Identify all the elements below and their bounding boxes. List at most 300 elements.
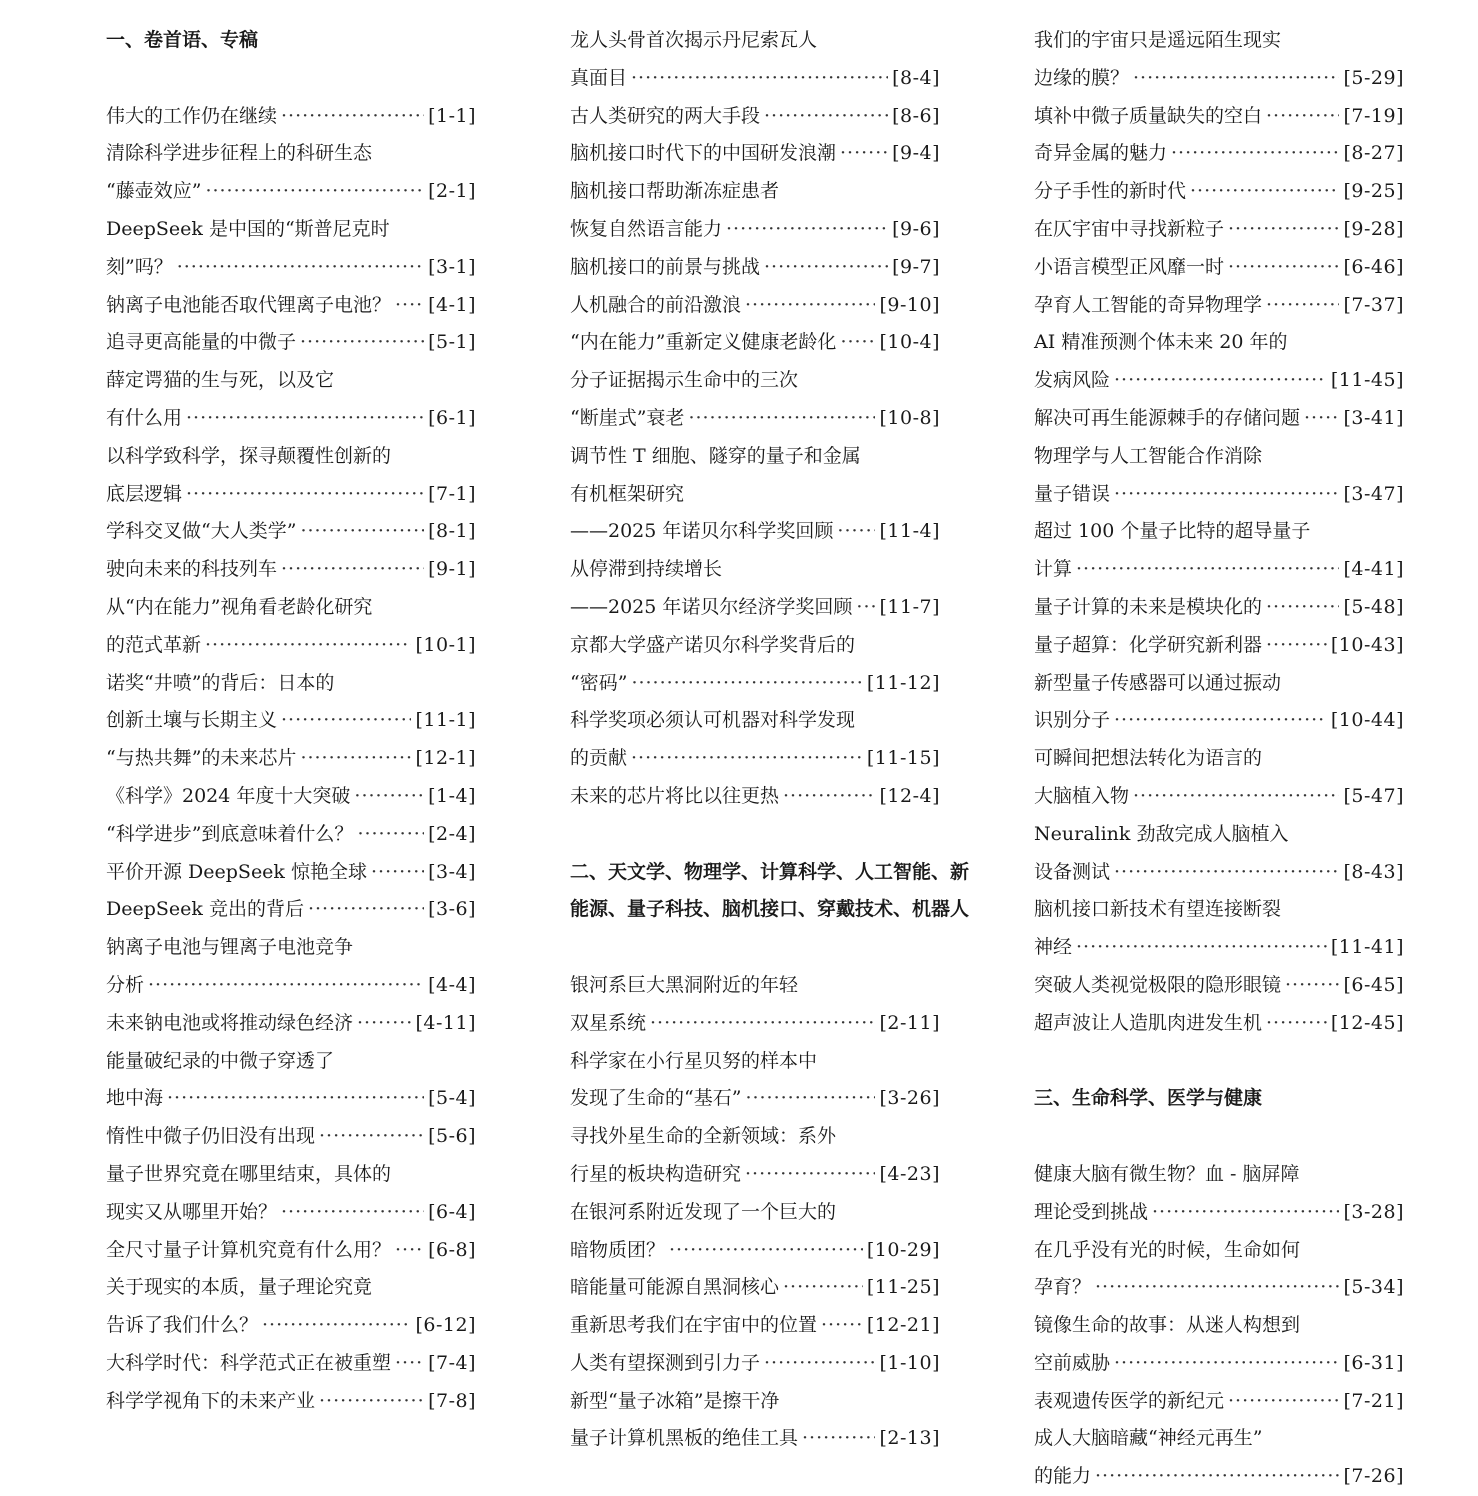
dot-leader xyxy=(1095,1458,1339,1496)
toc-entry[interactable] xyxy=(106,1232,476,1270)
toc-entry[interactable] xyxy=(106,98,476,136)
toc-entry-title: 的贡献 xyxy=(570,747,628,770)
toc-entry[interactable] xyxy=(106,627,476,665)
toc-entry-title: 行星的板块构造研究 xyxy=(570,1162,742,1185)
toc-entry-title: 大脑植入物 xyxy=(1034,784,1130,807)
spacer xyxy=(570,816,940,854)
toc-title-line: 新型量子传感器可以通过振动 xyxy=(1034,671,1282,694)
dot-leader xyxy=(281,702,411,740)
dot-leader xyxy=(357,816,424,854)
toc-title-line: 清除科学进步征程上的科研生态 xyxy=(106,142,373,165)
dot-leader xyxy=(1190,173,1339,211)
toc-title-line: 量子世界究竟在哪里结束，具体的 xyxy=(106,1162,392,1185)
toc-entry-page: [3-1] xyxy=(428,255,476,278)
toc-entry-page: [2-13] xyxy=(879,1427,940,1450)
dot-leader xyxy=(1114,476,1339,514)
toc-entry-title: 解决可再生能源棘手的存储问题 xyxy=(1034,406,1301,429)
toc-entry-title: 表观遗传医学的新纪元 xyxy=(1034,1389,1225,1412)
dot-leader xyxy=(319,1118,424,1156)
spacer xyxy=(570,929,940,967)
toc-title-line: 从“内在能力”视角看老龄化研究 xyxy=(106,595,373,618)
toc-entry[interactable] xyxy=(106,1118,476,1156)
toc-title-line: Neuralink 劲敌完成人脑植入 xyxy=(1034,822,1289,845)
dot-leader xyxy=(745,287,875,325)
toc-entry-title: 刻”吗？ xyxy=(106,255,173,278)
toc-entry-title: 未来钠电池或将推动绿色经济 xyxy=(106,1011,354,1034)
dot-leader xyxy=(1266,98,1339,136)
toc-entry-title: 分子手性的新时代 xyxy=(1034,180,1187,203)
dot-leader xyxy=(1114,362,1327,400)
section-heading: 三、生命科学、医学与健康 xyxy=(1034,1087,1263,1110)
dot-leader xyxy=(1133,778,1339,816)
toc-entry-title: 钠离子电池能否取代锂离子电池？ xyxy=(106,293,392,316)
toc-entry-title: 奇异金属的魅力 xyxy=(1034,142,1168,165)
dot-leader xyxy=(281,98,424,136)
toc-entry-title: “断崖式”衰老 xyxy=(570,406,685,429)
toc-entry-page: [12-21] xyxy=(866,1314,940,1337)
toc-entry[interactable] xyxy=(570,1005,940,1043)
toc-entry-title: 量子计算机黑板的绝佳工具 xyxy=(570,1427,799,1450)
toc-entry[interactable] xyxy=(1034,1345,1404,1383)
dot-leader xyxy=(802,1420,875,1458)
toc-entry-title: 填补中微子质量缺失的空白 xyxy=(1034,104,1263,127)
toc-entry[interactable] xyxy=(570,513,940,551)
toc-entry[interactable] xyxy=(1034,249,1404,287)
toc-entry[interactable] xyxy=(1034,929,1404,967)
dot-leader xyxy=(669,1232,863,1270)
toc-title-line: 镜像生命的故事：从迷人构想到 xyxy=(1034,1314,1301,1337)
toc-entry[interactable] xyxy=(106,702,476,740)
toc-entry[interactable] xyxy=(570,1345,940,1383)
toc-entry-title: 孕育人工智能的奇异物理学 xyxy=(1034,293,1263,316)
toc-entry-title: 地中海 xyxy=(106,1087,164,1110)
toc-entry-title: 重新思考我们在宇宙中的位置 xyxy=(570,1314,818,1337)
toc-entry-title: 小语言模型正风靡一时 xyxy=(1034,255,1225,278)
dot-leader xyxy=(1266,627,1327,665)
toc-entry[interactable] xyxy=(1034,1269,1404,1307)
toc-entry-page: [7-8] xyxy=(428,1389,476,1412)
dot-leader xyxy=(1133,60,1339,98)
dot-leader xyxy=(177,249,424,287)
toc-entry-title: 计算 xyxy=(1034,558,1073,581)
toc-entry[interactable] xyxy=(106,816,476,854)
toc-entry[interactable] xyxy=(1034,1383,1404,1421)
toc-entry-title: 现实又从哪里开始？ xyxy=(106,1200,278,1223)
toc-entry-page: [8-6] xyxy=(892,104,940,127)
toc-entry-page: [5-1] xyxy=(428,331,476,354)
toc-entry[interactable] xyxy=(570,1080,940,1118)
dot-leader xyxy=(1228,211,1339,249)
dot-leader xyxy=(1304,400,1339,438)
toc-entry-page: [6-46] xyxy=(1343,255,1404,278)
toc-entry-title: 理论受到挑战 xyxy=(1034,1200,1149,1223)
dot-leader xyxy=(354,778,424,816)
toc-entry[interactable] xyxy=(106,1080,476,1118)
toc-entry-title: 《科学》2024 年度十大突破 xyxy=(106,784,351,807)
dot-leader xyxy=(357,1005,411,1043)
toc-entry-page: [11-12] xyxy=(866,671,940,694)
toc-title-line: 物理学与人工智能合作消除 xyxy=(1034,444,1263,467)
toc-entry[interactable] xyxy=(570,1420,940,1458)
toc-title-line: 薛定谔猫的生与死，以及它 xyxy=(106,369,335,392)
toc-entry-title: 人类有望探测到引力子 xyxy=(570,1351,761,1374)
dot-leader xyxy=(1114,1345,1339,1383)
toc-entry[interactable] xyxy=(1034,778,1404,816)
toc-entry-page: [5-29] xyxy=(1343,66,1404,89)
spacer xyxy=(106,60,476,98)
toc-entry-page: [8-27] xyxy=(1343,142,1404,165)
dot-leader xyxy=(281,551,424,589)
toc-entry-title: 脑机接口时代下的中国研发浪潮 xyxy=(570,142,837,165)
toc-entry-title: 暗能量可能源自黑洞核心 xyxy=(570,1276,780,1299)
toc-entry-page: [6-12] xyxy=(415,1314,476,1337)
toc-entry-page: [11-41] xyxy=(1330,936,1404,959)
toc-entry-page: [11-1] xyxy=(415,709,476,732)
dot-leader xyxy=(300,324,424,362)
toc-entry-title: 设备测试 xyxy=(1034,860,1111,883)
toc-entry-title: 突破人类视觉极限的隐形眼镜 xyxy=(1034,973,1282,996)
toc-title-line: 钠离子电池与锂离子电池竞争 xyxy=(106,936,354,959)
toc-entry-title: 边缘的膜？ xyxy=(1034,66,1130,89)
toc-entry-title: 创新土壤与长期主义 xyxy=(106,709,278,732)
spacer xyxy=(1034,1118,1404,1156)
toc-entry[interactable] xyxy=(570,400,940,438)
toc-entry[interactable] xyxy=(1034,702,1404,740)
dot-leader xyxy=(281,1194,424,1232)
toc-entry-page: [1-10] xyxy=(879,1351,940,1374)
toc-entry[interactable] xyxy=(106,854,476,892)
toc-entry[interactable] xyxy=(1034,287,1404,325)
toc-title-line: AI 精准预测个体未来 20 年的 xyxy=(1034,331,1288,354)
toc-title-line: 新型“量子冰箱”是擦干净 xyxy=(570,1389,780,1412)
toc-entry-page: [8-4] xyxy=(892,66,940,89)
toc-entry-title: 驶向未来的科技列车 xyxy=(106,558,278,581)
toc-entry-title: 暗物质团？ xyxy=(570,1238,666,1261)
toc-entry-page: [5-47] xyxy=(1343,784,1404,807)
dot-leader xyxy=(1266,589,1339,627)
toc-entry[interactable] xyxy=(1034,98,1404,136)
toc-entry[interactable] xyxy=(570,135,940,173)
dot-leader xyxy=(319,1383,424,1421)
toc-entry-title: “密码” xyxy=(570,671,628,694)
toc-entry[interactable] xyxy=(106,1307,476,1345)
toc-entry-title: 底层逻辑 xyxy=(106,482,183,505)
toc-entry-title: 追寻更高能量的中微子 xyxy=(106,331,297,354)
toc-entry-page: [5-4] xyxy=(428,1087,476,1110)
toc-entry-page: [12-1] xyxy=(415,747,476,770)
toc-title-line: 科学家在小行星贝努的样本中 xyxy=(570,1049,818,1072)
toc-entry-title: 学科交叉做“大人类学” xyxy=(106,520,297,543)
toc-entry[interactable] xyxy=(1034,854,1404,892)
toc-title-line: 分子证据揭示生命中的三次 xyxy=(570,369,799,392)
toc-entry[interactable] xyxy=(106,1345,476,1383)
toc-entry-page: [5-6] xyxy=(428,1125,476,1148)
toc-entry[interactable] xyxy=(570,778,940,816)
toc-entry-page: [6-31] xyxy=(1343,1351,1404,1374)
toc-entry-title: 全尺寸量子计算机究竟有什么用？ xyxy=(106,1238,392,1261)
toc-entry-page: [4-4] xyxy=(428,973,476,996)
toc-entry-title: DeepSeek 竞出的背后 xyxy=(106,898,304,921)
dot-leader xyxy=(837,513,875,551)
toc-entry-page: [12-4] xyxy=(879,784,940,807)
toc-entry[interactable] xyxy=(1034,589,1404,627)
toc-entry[interactable] xyxy=(570,589,940,627)
toc-entry-page: [1-1] xyxy=(428,104,476,127)
toc-entry[interactable] xyxy=(1034,1458,1404,1496)
toc-entry-page: [3-41] xyxy=(1343,406,1404,429)
toc-entry[interactable] xyxy=(570,211,940,249)
section-heading: 一、卷首语、专稿 xyxy=(106,29,259,51)
dot-leader xyxy=(1228,249,1339,287)
dot-leader xyxy=(856,589,875,627)
toc-entry-page: [7-37] xyxy=(1343,293,1404,316)
toc-entry[interactable] xyxy=(1034,551,1404,589)
dot-leader xyxy=(395,1232,424,1270)
toc-entry[interactable] xyxy=(106,513,476,551)
toc-entry[interactable] xyxy=(106,476,476,514)
dot-leader xyxy=(821,1307,863,1345)
dot-leader xyxy=(1266,1005,1327,1043)
toc-entry-page: [11-7] xyxy=(879,595,940,618)
toc-entry[interactable] xyxy=(106,1194,476,1232)
toc-entry-title: 量子超算：化学研究新利器 xyxy=(1034,633,1263,656)
toc-entry-title: ——2025 年诺贝尔经济学奖回顾 xyxy=(570,595,853,618)
toc-entry-page: [9-7] xyxy=(892,255,940,278)
toc-title-line: 在银河系附近发现了一个巨大的 xyxy=(570,1200,837,1223)
toc-entry[interactable] xyxy=(106,967,476,1005)
toc-entry[interactable] xyxy=(106,287,476,325)
toc-entry-title: “内在能力”重新定义健康老龄化 xyxy=(570,331,837,354)
toc-entry[interactable] xyxy=(1034,476,1404,514)
dot-leader xyxy=(395,287,424,325)
dot-leader xyxy=(631,740,863,778)
toc-entry-title: 告诉了我们什么？ xyxy=(106,1314,259,1337)
toc-entry-title: 恢复自然语言能力 xyxy=(570,217,723,240)
toc-title-line: 寻找外星生命的全新领域：系外 xyxy=(570,1125,837,1148)
toc-entry-page: [12-45] xyxy=(1330,1011,1404,1034)
toc-entry[interactable] xyxy=(1034,967,1404,1005)
toc-column-3 xyxy=(1034,22,1404,1496)
dot-leader xyxy=(205,173,424,211)
toc-entry-page: [6-1] xyxy=(428,406,476,429)
toc-entry-title: 大科学时代：科学范式正在被重塑 xyxy=(106,1351,392,1374)
toc-entry-page: [2-11] xyxy=(879,1011,940,1034)
dot-leader xyxy=(631,665,862,703)
toc-title-line: 诺奖“井喷”的背后：日本的 xyxy=(106,671,335,694)
dot-leader xyxy=(764,249,888,287)
section-heading: 二、天文学、物理学、计算科学、人工智能、新 xyxy=(570,860,970,883)
toc-entry-page: [6-8] xyxy=(428,1238,476,1261)
toc-entry[interactable] xyxy=(106,740,476,778)
dot-leader xyxy=(745,1080,875,1118)
toc-entry[interactable] xyxy=(570,1307,940,1345)
toc-entry-page: [11-45] xyxy=(1330,369,1404,392)
dot-leader xyxy=(300,513,424,551)
dot-leader xyxy=(764,1345,875,1383)
toc-entry-page: [9-6] xyxy=(892,217,940,240)
toc-entry[interactable] xyxy=(570,249,940,287)
toc-title-line: 脑机接口新技术有望连接断裂 xyxy=(1034,898,1282,921)
toc-entry-page: [10-4] xyxy=(879,331,940,354)
dot-leader xyxy=(300,740,411,778)
toc-entry-title: 古人类研究的两大手段 xyxy=(570,104,761,127)
toc-entry[interactable] xyxy=(570,1232,940,1270)
toc-entry[interactable] xyxy=(106,324,476,362)
dot-leader xyxy=(1114,702,1327,740)
toc-entry[interactable] xyxy=(570,287,940,325)
toc-entry[interactable] xyxy=(1034,362,1404,400)
toc-entry[interactable] xyxy=(570,740,940,778)
toc-entry-page: [8-1] xyxy=(428,520,476,543)
toc-entry-page: [8-43] xyxy=(1343,860,1404,883)
dot-leader xyxy=(1171,135,1339,173)
toc-title-line: 关于现实的本质，量子理论究竟 xyxy=(106,1276,373,1299)
toc-title-line: 京都大学盛产诺贝尔科学奖背后的 xyxy=(570,633,856,656)
dot-leader xyxy=(262,1307,411,1345)
toc-entry-title: 双星系统 xyxy=(570,1011,647,1034)
toc-entry-title: 科学学视角下的未来产业 xyxy=(106,1389,316,1412)
toc-entry-page: [1-4] xyxy=(428,784,476,807)
toc-title-line: 可瞬间把想法转化为语言的 xyxy=(1034,747,1263,770)
toc-title-line: 调节性 T 细胞、隧穿的量子和金属 xyxy=(570,444,861,467)
toc-entry-page: [10-29] xyxy=(866,1238,940,1261)
toc-entry-title: 在仄宇宙中寻找新粒子 xyxy=(1034,217,1225,240)
toc-entry[interactable] xyxy=(1034,1194,1404,1232)
toc-entry-page: [11-25] xyxy=(866,1276,940,1299)
dot-leader xyxy=(745,1156,875,1194)
toc-title-line: 科学奖项必须认可机器对科学发现 xyxy=(570,709,856,732)
dot-leader xyxy=(631,60,888,98)
toc-entry-page: [10-43] xyxy=(1330,633,1404,656)
toc-entry-page: [6-4] xyxy=(428,1200,476,1223)
toc-entry[interactable] xyxy=(1034,627,1404,665)
toc-entry[interactable] xyxy=(1034,60,1404,98)
dot-leader xyxy=(167,1080,424,1118)
toc-entry-title: 发病风险 xyxy=(1034,369,1111,392)
toc-entry-title: 人机融合的前沿激浪 xyxy=(570,293,742,316)
toc-entry-title: 超声波让人造肌肉进发生机 xyxy=(1034,1011,1263,1034)
toc-title-line: 能量破纪录的中微子穿透了 xyxy=(106,1049,335,1072)
toc-entry-page: [7-26] xyxy=(1343,1465,1404,1488)
toc-entry-page: [6-45] xyxy=(1343,973,1404,996)
toc-entry-page: [2-4] xyxy=(428,822,476,845)
dot-leader xyxy=(371,854,424,892)
toc-column-2 xyxy=(570,22,970,1458)
toc-entry-page: [4-11] xyxy=(415,1011,476,1034)
toc-entry[interactable] xyxy=(1034,135,1404,173)
dot-leader xyxy=(148,967,424,1005)
toc-entry-page: [5-34] xyxy=(1343,1276,1404,1299)
toc-entry-page: [7-4] xyxy=(428,1351,476,1374)
toc-entry-page: [3-4] xyxy=(428,860,476,883)
toc-entry[interactable] xyxy=(570,324,940,362)
toc-entry[interactable] xyxy=(570,1269,940,1307)
toc-entry[interactable] xyxy=(570,60,940,98)
dot-leader xyxy=(1114,854,1339,892)
dot-leader xyxy=(726,211,888,249)
toc-entry-page: [2-1] xyxy=(428,180,476,203)
toc-entry[interactable] xyxy=(106,400,476,438)
toc-entry[interactable] xyxy=(570,1156,940,1194)
dot-leader xyxy=(783,1269,863,1307)
dot-leader xyxy=(650,1005,875,1043)
toc-title-line: 脑机接口帮助渐冻症患者 xyxy=(570,180,780,203)
toc-title-line: 健康大脑有微生物？血 - 脑屏障 xyxy=(1034,1162,1300,1185)
toc-entry-page: [5-48] xyxy=(1343,595,1404,618)
dot-leader xyxy=(783,778,875,816)
toc-entry[interactable] xyxy=(106,1005,476,1043)
dot-leader xyxy=(840,135,888,173)
toc-entry-page: [3-28] xyxy=(1343,1200,1404,1223)
dot-leader xyxy=(186,476,424,514)
toc-entry-title: 孕育？ xyxy=(1034,1276,1092,1299)
toc-entry-title: 的能力 xyxy=(1034,1465,1092,1488)
toc-entry-title: “藤壶效应” xyxy=(106,180,202,203)
toc-entry-page: [10-44] xyxy=(1330,709,1404,732)
toc-entry[interactable] xyxy=(106,249,476,287)
toc-entry-page: [4-41] xyxy=(1343,558,1404,581)
toc-entry-title: 有什么用 xyxy=(106,406,183,429)
dot-leader xyxy=(1095,1269,1339,1307)
toc-entry-title: 的范式革新 xyxy=(106,633,202,656)
toc-entry-page: [9-4] xyxy=(892,142,940,165)
dot-leader xyxy=(764,98,888,136)
toc-entry-page: [4-23] xyxy=(879,1162,940,1185)
toc-entry[interactable] xyxy=(1034,211,1404,249)
toc-title-line: 成人大脑暗藏“神经元再生” xyxy=(1034,1427,1263,1450)
toc-title-line: 我们的宇宙只是遥远陌生现实 xyxy=(1034,29,1282,51)
dot-leader xyxy=(688,400,875,438)
toc-entry[interactable] xyxy=(106,778,476,816)
toc-entry-page: [9-10] xyxy=(879,293,940,316)
toc-entry[interactable] xyxy=(106,1383,476,1421)
section-heading: 能源、量子科技、脑机接口、穿戴技术、机器人 xyxy=(570,898,970,921)
toc-entry[interactable] xyxy=(570,98,940,136)
toc-column-1 xyxy=(106,22,476,1420)
toc-entry-page: [11-15] xyxy=(866,747,940,770)
toc-entry-page: [9-25] xyxy=(1343,180,1404,203)
toc-entry-page: [4-1] xyxy=(428,293,476,316)
toc-entry[interactable] xyxy=(1034,173,1404,211)
toc-entry[interactable] xyxy=(106,551,476,589)
dot-leader xyxy=(1152,1194,1339,1232)
toc-entry-page: [9-1] xyxy=(428,558,476,581)
toc-entry[interactable] xyxy=(1034,400,1404,438)
toc-entry-title: 真面目 xyxy=(570,66,628,89)
dot-leader xyxy=(1285,967,1339,1005)
toc-entry-title: 空前威胁 xyxy=(1034,1351,1111,1374)
toc-entry-page: [3-26] xyxy=(879,1087,940,1110)
dot-leader xyxy=(840,324,875,362)
toc-entry[interactable] xyxy=(1034,1005,1404,1043)
dot-leader xyxy=(1076,551,1339,589)
toc-entry-page: [3-47] xyxy=(1343,482,1404,505)
toc-entry-page: [10-8] xyxy=(879,406,940,429)
dot-leader xyxy=(1266,287,1339,325)
toc-title-line: 超过 100 个量子比特的超导量子 xyxy=(1034,520,1311,543)
toc-title-line: 从停滞到持续增长 xyxy=(570,558,723,581)
toc-entry-page: [11-4] xyxy=(879,520,940,543)
toc-title-line: DeepSeek 是中国的“斯普尼克时 xyxy=(106,217,390,240)
toc-entry[interactable] xyxy=(106,173,476,211)
toc-entry-title: 量子计算的未来是模块化的 xyxy=(1034,595,1263,618)
toc-entry[interactable] xyxy=(570,665,940,703)
dot-leader xyxy=(1076,929,1327,967)
toc-entry[interactable] xyxy=(106,891,476,929)
toc-entry-title: 分析 xyxy=(106,973,145,996)
toc-entry-page: [3-6] xyxy=(428,898,476,921)
toc-entry-page: [7-19] xyxy=(1343,104,1404,127)
